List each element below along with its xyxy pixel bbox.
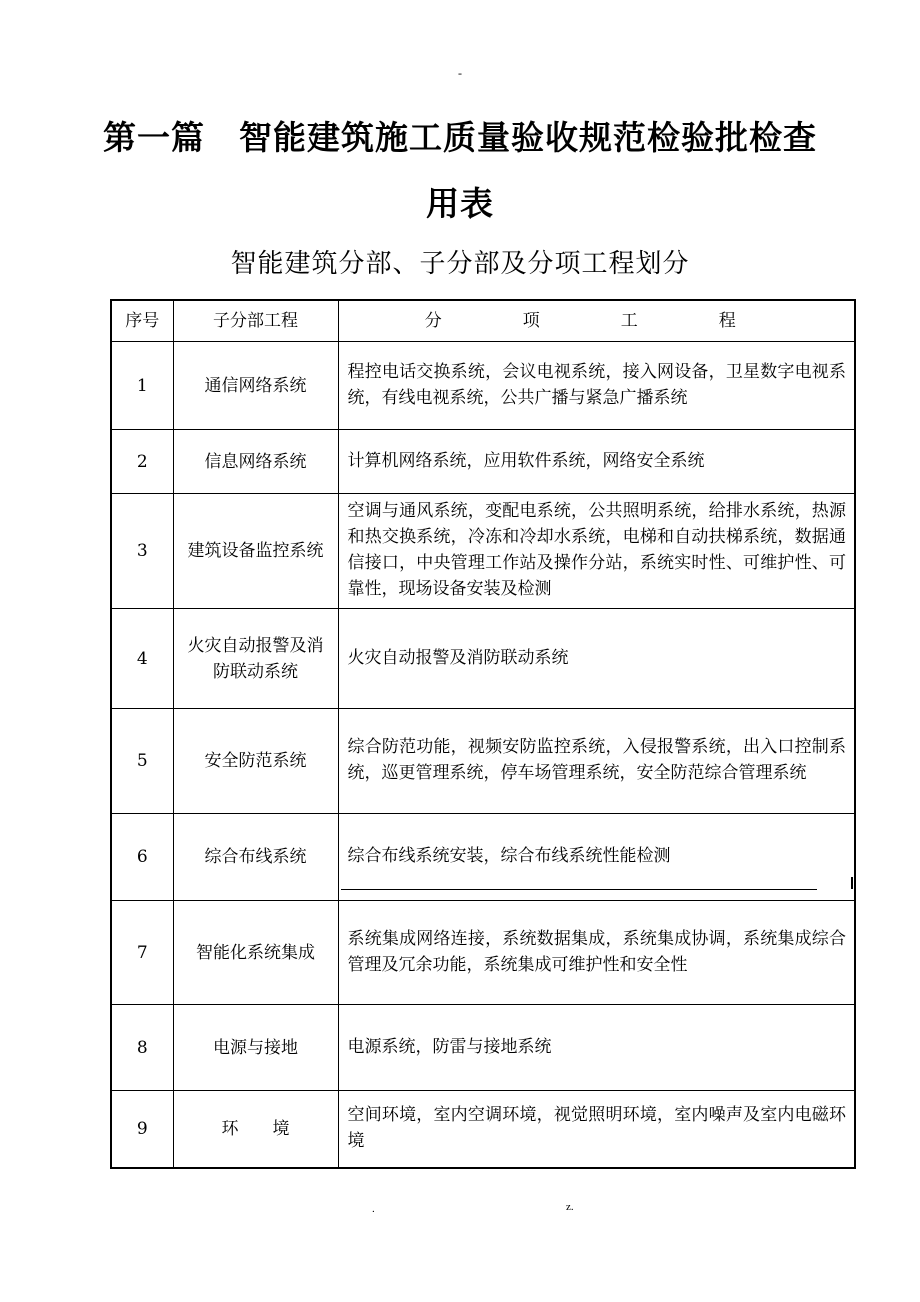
row-subdivision: 环 境 [173,1091,338,1168]
row-subdivision: 信息网络系统 [173,430,338,494]
table-row [111,430,855,494]
page-title [0,112,920,159]
title-chapter: 第一篇 [103,118,205,157]
row-index: 2 [111,430,173,494]
row-items: 空间环境，室内空调环境，视觉照明环境，室内噪声及室内电磁环境 [338,1091,855,1168]
row-items: 综合布线系统安装，综合布线系统性能检测 [338,814,855,901]
row-index: 1 [111,342,173,430]
table-header-row [111,300,855,342]
table-row [111,1091,855,1168]
row-subdivision: 智能化系统集成 [173,901,338,1005]
title-main: 智能建筑施工质量验收规范检验批检查 [239,118,817,157]
table-subtitle: 智能建筑分部、子分部及分项工程划分 [230,249,690,279]
row-items: 系统集成网络连接，系统数据集成，系统集成协调，系统集成综合管理及冗余功能，系统集成可维护性和安全性 [338,901,855,1005]
row-subdivision: 通信网络系统 [173,342,338,430]
row-items: 电源系统，防雷与接地系统 [338,1005,855,1091]
row-subdivision: 综合布线系统 [173,814,338,901]
footer-mark-left: . [372,1203,375,1215]
division-table [110,299,856,1169]
row-items: 空调与通风系统，变配电系统，公共照明系统，给排水系统，热源和热交换系统，冷冻和冷却水系统，电梯和自动扶梯系统，数据通信接口，中央管理工作站及操作分站，系统实时性、可维护性、可靠性，现场设备安装及检测 [338,494,855,609]
table-row [111,342,855,430]
header-subdivision: 子分部工程 [173,300,338,342]
row-index: 5 [111,709,173,814]
header-index: 序号 [111,300,173,342]
table-row [111,709,855,814]
row-index: 8 [111,1005,173,1091]
footer-mark-right: z. [566,1201,574,1213]
row-index: 6 [111,814,173,901]
row-subdivision: 安全防范系统 [173,709,338,814]
row-items: 计算机网络系统，应用软件系统，网络安全系统 [338,430,855,494]
table-row [111,901,855,1005]
row-index: 9 [111,1091,173,1168]
row-subdivision: 火灾自动报警及消防联动系统 [173,609,338,709]
row-subdivision: 建筑设备监控系统 [173,494,338,609]
page-header-mark: - [458,66,462,80]
table-row [111,609,855,709]
stray-border-tick [851,877,853,889]
header-items: 分 项 工 程 [338,300,855,342]
row-items: 程控电话交换系统，会议电视系统，接入网设备，卫星数字电视系统，有线电视系统，公共广播与紧急广播系统 [338,342,855,430]
stray-divider-line [341,889,817,890]
page-title-line2: 用表 [426,184,494,223]
row-items: 综合防范功能，视频安防监控系统，入侵报警系统，出入口控制系统，巡更管理系统，停车场管理系统，安全防范综合管理系统 [338,709,855,814]
row-index: 4 [111,609,173,709]
row-index: 3 [111,494,173,609]
table-row [111,814,855,901]
row-items: 火灾自动报警及消防联动系统 [338,609,855,709]
row-subdivision: 电源与接地 [173,1005,338,1091]
table-row [111,494,855,609]
row-index: 7 [111,901,173,1005]
table-row [111,1005,855,1091]
